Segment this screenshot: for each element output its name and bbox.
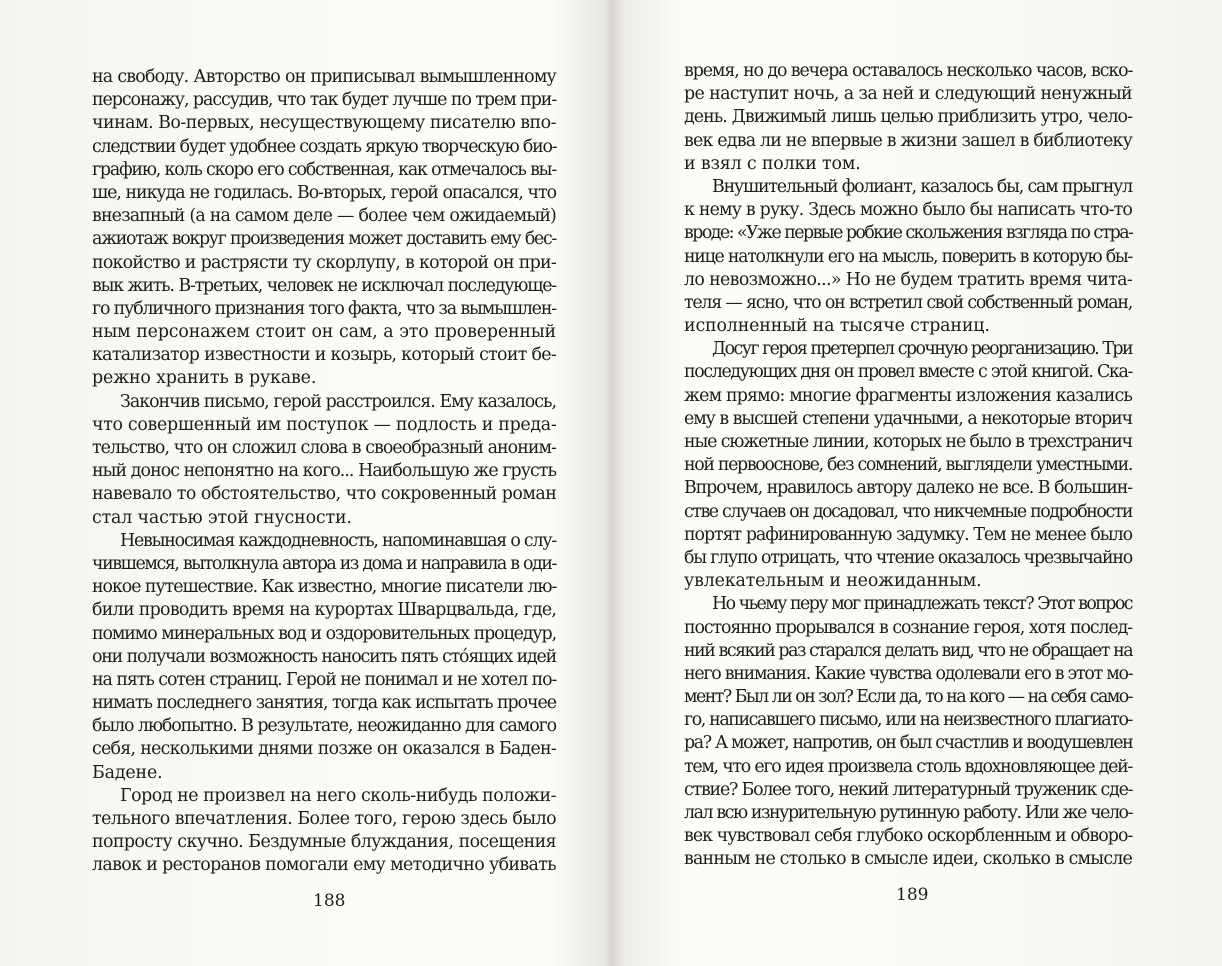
text-line: ему в высшей степени удачными, а некоторые вторич bbox=[684, 408, 1132, 429]
text-line: век чувствовал себя глубоко оскорбленным и обворо- bbox=[684, 826, 1133, 847]
text-line: стал частью этой гнусности. bbox=[92, 507, 352, 528]
text-line: вык жить. В-третьих, человек не исключал последующе- bbox=[92, 275, 556, 296]
text-line: чившемся, вытолкнула автора из дома и направила в оди- bbox=[92, 553, 556, 574]
text-line: Внушительный фолиант, казалось бы, сам прыгнул bbox=[712, 176, 1132, 197]
text-line: нокое путешествие. Как известно, многие писатели лю- bbox=[92, 577, 557, 598]
text-line: вроде: «Уже первые робкие скольжения взгляда по стра- bbox=[684, 223, 1133, 244]
text-line: персонажу, рассудив, что так будет лучше по трем при- bbox=[92, 90, 557, 111]
text-line: бы глупо отрицать, что чтение оказалось чрезвычайно bbox=[684, 547, 1133, 568]
text-line: катализатор известности и козырь, который стоит бе- bbox=[92, 345, 557, 366]
text-line: себя, несколькими днями позже он оказался в Баден- bbox=[92, 739, 556, 760]
text-line: графию, коль скоро его собственная, как отмечалось вы- bbox=[92, 159, 556, 180]
text-line: век едва ли не впервые в жизни зашел в библиотеку bbox=[684, 130, 1132, 151]
right-page-text bbox=[684, 60, 1132, 872]
text-line: стве случаев он досадовал, что никчемные подробности bbox=[684, 501, 1132, 522]
text-line: ствие? Более того, некий литературный труженик сде- bbox=[684, 779, 1133, 800]
text-line: него внимания. Какие чувства одолевали его в этот мо- bbox=[684, 663, 1133, 684]
text-line: ные сюжетные линии, которых не было в трехстранич bbox=[684, 432, 1132, 452]
text-line: теля — ясно, что он встретил свой собственный роман, bbox=[684, 292, 1132, 313]
text-line: день. Движимый лишь целью приблизить утро, чело- bbox=[684, 107, 1132, 128]
text-line: били проводить время на курортах Шварцвальда, где, bbox=[92, 600, 557, 621]
text-line: Досуг героя претерпел срочную реорганизацию. Три bbox=[712, 339, 1132, 360]
text-line: тельство, что он сложил слова в своеобразный аноним- bbox=[92, 438, 556, 458]
text-line: они получали возможность наносить пять сто́ящих идей bbox=[92, 646, 556, 667]
text-line: время, но до вечера оставалось несколько часов, вско- bbox=[684, 61, 1133, 81]
text-line: нице натолкнули его на мысль, поверить в которую бы- bbox=[684, 246, 1132, 267]
text-line: на свободу. Авторство он приписывал вымышленному bbox=[92, 67, 556, 87]
text-line: покойство и растрясти ту скорлупу, в которой он при- bbox=[92, 252, 556, 273]
text-line: было любопытно. В результате, неожиданно для самого bbox=[92, 716, 556, 737]
text-line: ным персонажем стоит он сам, а это проверенный bbox=[92, 322, 556, 343]
text-line: следствии будет удобнее создать яркую творческую био- bbox=[92, 136, 557, 157]
text-line: что совершенный им поступок — подлость и преда- bbox=[92, 414, 557, 435]
text-line: ре наступит ночь, а за ней и следующий ненужный bbox=[684, 84, 1132, 105]
text-line: Невыносимая каждодневность, напоминавшая о слу- bbox=[120, 530, 557, 551]
text-line: чинам. Во-первых, несуществующему писателю впо- bbox=[92, 113, 556, 134]
text-line: нимать последнего занятия, тогда как испытать прочее bbox=[92, 693, 556, 714]
text-line: Город не произвел на него сколь-нибудь положи- bbox=[120, 785, 557, 806]
text-line: навевало то обстоятельство, что сокровенный роман bbox=[92, 484, 557, 505]
text-line: и взял с полки том. bbox=[684, 153, 861, 174]
text-line: увлекательным и неожиданным. bbox=[684, 571, 982, 592]
text-line: ажиотаж вокруг произведения может доставить ему бес- bbox=[92, 229, 556, 250]
text-line: Впрочем, нравилось автору далеко не все. В большин- bbox=[684, 478, 1132, 499]
text-line: последующих дня он провел вместе с этой книгой. Ска- bbox=[684, 362, 1132, 383]
text-line: ный донос непонятно на кого... Наибольшую же грусть bbox=[92, 461, 556, 482]
text-line: попросту скучно. Бездумные блуждания, посещения bbox=[92, 832, 556, 853]
text-line: жем прямо: многие фрагменты изложения казались bbox=[684, 385, 1132, 406]
text-line: на пять сотен страниц. Герой не понимал и не хотел по- bbox=[92, 669, 557, 690]
text-line: Но чьему перу мог принадлежать текст? Этот вопрос bbox=[712, 594, 1132, 615]
text-line: лал всю изнурительную рутинную работу. Или же чело- bbox=[684, 803, 1132, 823]
text-line: внезапный (а на самом деле — более чем ожидаемый) bbox=[92, 206, 556, 227]
text-line: постоянно прорывался в сознание героя, хотя послед- bbox=[684, 617, 1132, 638]
text-line: Закончив письмо, герой расстроился. Ему казалось, bbox=[120, 391, 556, 412]
text-line: ной первооснове, без сомнений, выглядели уместными. bbox=[684, 455, 1132, 476]
text-line: исполненный на тысяче страниц. bbox=[684, 316, 990, 337]
left-page-number: 188 bbox=[313, 891, 346, 911]
text-line: лавок и ресторанов помогали ему методично убивать bbox=[92, 855, 556, 876]
text-line: режно хранить в рукаве. bbox=[92, 368, 317, 389]
text-line: тельного впечатления. Более того, герою здесь было bbox=[92, 809, 556, 829]
left-page-text bbox=[92, 66, 556, 878]
text-line: ло невозможно...» Но не будем тратить время чита- bbox=[684, 269, 1133, 290]
text-line: го, написавшего письмо, или на неизвестного плагиато- bbox=[684, 710, 1132, 731]
text-line: портят рафинированную задумку. Тем не менее было bbox=[684, 524, 1132, 545]
text-line: к нему в руку. Здесь можно было бы написать что-то bbox=[684, 200, 1132, 221]
right-page bbox=[611, 0, 1222, 966]
text-line: ний всякий раз старался делать вид, что не обращает на bbox=[684, 640, 1133, 661]
text-line: мент? Был ли он зол? Если да, то на кого — на себя само- bbox=[684, 687, 1132, 708]
right-page-number: 189 bbox=[896, 885, 929, 905]
text-line: ванным не столько в смысле идеи, сколько в смысле bbox=[684, 849, 1132, 870]
text-line: помимо минеральных вод и оздоровительных процедур, bbox=[92, 623, 556, 644]
text-line: ра? А может, напротив, он был счастлив и воодушевлен bbox=[684, 733, 1133, 754]
text-line: тем, что его идея произвела столь вдохновляющее дей- bbox=[684, 756, 1132, 777]
text-line: Бадене. bbox=[92, 762, 163, 783]
text-line: ше, никуда не годилась. Во-вторых, герой опасался, что bbox=[92, 182, 556, 203]
text-line: го публичного признания того факта, что за вымышлен- bbox=[92, 298, 556, 319]
